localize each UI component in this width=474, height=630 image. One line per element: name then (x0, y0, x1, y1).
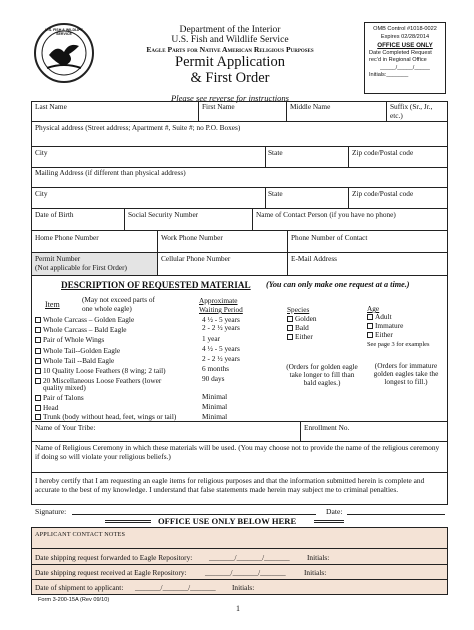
checkbox[interactable] (287, 334, 293, 340)
checkbox[interactable] (35, 395, 41, 401)
date-forwarded-initials[interactable]: Initials: (307, 553, 330, 562)
date-forwarded-label: Date shipping request forwarded to Eagle Repository: (35, 553, 193, 562)
applicant-notes-label[interactable]: APPLICANT CONTACT NOTES (35, 531, 126, 538)
enrollment-field[interactable]: Enrollment No. (304, 423, 350, 432)
form-number: Form 3-200-15A (Rev 09/10) (38, 597, 110, 603)
instructions-note: Please see reverse for instructions (170, 93, 290, 103)
item-wait: 2 - 2 ½ years (202, 323, 240, 332)
date-line[interactable] (347, 514, 445, 515)
mailing-state-field[interactable]: State (268, 189, 283, 198)
item-wait: 4 ½ - 5 years (202, 315, 240, 324)
species-golden-option[interactable]: Golden (287, 315, 316, 323)
checkbox[interactable] (35, 337, 41, 343)
checkbox[interactable] (35, 368, 41, 374)
item-continuation: quality mixed) (43, 383, 86, 392)
office-use-label: OFFICE USE ONLY (377, 42, 433, 49)
checkbox[interactable] (35, 358, 41, 364)
item-wait: Minimal (202, 402, 228, 411)
item-checkbox-row[interactable]: Pair of Whole Wings (35, 336, 104, 344)
page-number: 1 (236, 604, 240, 613)
checkbox[interactable] (367, 323, 373, 329)
date-of-birth-field[interactable]: Date of Birth (35, 210, 74, 219)
date-shipment-initials[interactable]: Initials: (232, 583, 255, 592)
city-field[interactable]: City (35, 148, 48, 157)
species-note: (Orders for golden eagle take longer to fill than bald eagles.) (286, 362, 358, 387)
state-field[interactable]: State (268, 148, 283, 157)
item-wait: 6 months (202, 364, 229, 373)
item-column-label: Item (45, 300, 60, 309)
last-name-field[interactable]: Last Name (35, 102, 67, 111)
date-label: Date: (326, 507, 343, 516)
checkbox[interactable] (35, 327, 41, 333)
checkbox[interactable] (287, 316, 293, 322)
item-checkbox-row[interactable]: Whole Carcass – Golden Eagle (35, 316, 134, 324)
office-use-heading: OFFICE USE ONLY BELOW HERE (158, 516, 297, 526)
mailing-zip-field[interactable]: Zip code/Postal code (352, 189, 414, 198)
page-subtitle: & First Order (190, 70, 270, 86)
item-checkbox-row[interactable]: 10 Quality Loose Feathers (8 wing; 2 tail) (35, 367, 166, 375)
mailing-address-field[interactable]: Mailing Address (if different than physical address) (35, 168, 186, 177)
age-adult-option[interactable]: Adult (367, 313, 392, 321)
checkbox[interactable] (367, 332, 373, 338)
checkbox[interactable] (287, 325, 293, 331)
cell-phone-field[interactable]: Cellular Phone Number (161, 254, 231, 263)
ceremony-field[interactable]: Name of Religious Ceremony in which these materials will be used. (You may choose not to provide the name of the religious ceremony if doing so will violate your religious beliefs.) (35, 443, 440, 461)
age-immature-option[interactable]: Immature (367, 322, 403, 330)
signature-label: Signature: (35, 507, 67, 516)
item-checkbox-row[interactable]: Whole Tail--Golden Eagle (35, 347, 120, 355)
tribe-field[interactable]: Name of Your Tribe: (35, 423, 96, 432)
checkbox[interactable] (35, 378, 41, 384)
physical-address-field[interactable]: Physical address (Street address; Apartment #, Suite #; no P.O. Boxes) (35, 123, 241, 132)
item-wait: 4 ½ - 5 years (202, 344, 240, 353)
permit-number-field[interactable]: Permit Number (35, 254, 81, 263)
item-wait: 2 - 2 ½ years (202, 354, 240, 363)
checkbox[interactable] (35, 348, 41, 354)
initials-field[interactable]: Initials:_______ (369, 71, 409, 78)
material-heading: DESCRIPTION OF REQUESTED MATERIAL (61, 280, 251, 290)
material-heading-note: (You can only make one request at a time.) (266, 280, 410, 289)
item-checkbox-row[interactable]: Head (35, 404, 58, 412)
checkbox[interactable] (35, 317, 41, 323)
checkbox[interactable] (35, 405, 41, 411)
home-phone-field[interactable]: Home Phone Number (35, 233, 99, 242)
date-received-field[interactable]: _______/_______/_______ (205, 568, 286, 577)
signature-line[interactable] (72, 514, 316, 515)
age-examples: See page 3 for examples (367, 341, 430, 348)
work-phone-field[interactable]: Work Phone Number (161, 233, 223, 242)
mailing-city-field[interactable]: City (35, 189, 48, 198)
contact-person-field[interactable]: Name of Contact Person (if you have no phone) (256, 210, 396, 219)
item-note-1: (May not exceed parts of (82, 295, 155, 304)
first-name-field[interactable]: First Name (202, 102, 235, 111)
date-received-initials[interactable]: Initials: (304, 568, 327, 577)
service-title: U.S. Fish and Wildlife Service (171, 34, 289, 45)
item-checkbox-row[interactable]: Whole Tail --Bald Eagle (35, 357, 114, 365)
date-completed-label: Date Completed Request rec’d in Regional Office (369, 50, 432, 63)
checkbox[interactable] (35, 414, 41, 420)
date-received-label: Date shipping request received at Eagle Repository: (35, 568, 187, 577)
item-checkbox-row[interactable]: Pair of Talons (35, 394, 84, 402)
page-title: Permit Application (175, 54, 285, 70)
item-checkbox-row[interactable]: Whole Carcass – Bald Eagle (35, 326, 126, 334)
date-forwarded-field[interactable]: _______/_______/_______ (209, 553, 290, 562)
species-label: Species (287, 305, 310, 314)
date-shipment-field[interactable]: _______/_______/_______ (135, 583, 216, 592)
permit-number-note: (Not applicable for First Order) (35, 263, 127, 272)
item-wait: 1 year (202, 334, 221, 343)
age-label: Age (367, 304, 380, 313)
item-checkbox-row[interactable]: 20 Miscellaneous Loose Feathers (lower (35, 377, 161, 385)
omb-control: OMB Control #1018-0022 (373, 26, 437, 32)
wait-column-label-2: Waiting Period (199, 305, 243, 314)
email-field[interactable]: E-Mail Address (291, 254, 338, 263)
office-use-divider-left (105, 520, 151, 523)
species-bald-option[interactable]: Bald (287, 324, 309, 332)
age-either-option[interactable]: Either (367, 331, 393, 339)
expires-date: Expires 02/28/2014 (380, 34, 430, 40)
suffix-field[interactable]: Suffix (Sr., Jr., etc.) (390, 102, 433, 120)
wait-column-label-1: Approximate (199, 296, 238, 305)
certification-text: I hereby certify that I am requesting an eagle items for religious purposes and that the information submitted herein is complete and accurate to the best of my knowledge. I understand that false statements made herein may subject me to criminal penalties. (35, 476, 425, 494)
item-wait: Minimal (202, 392, 228, 401)
office-use-box (364, 22, 446, 94)
species-either-option[interactable]: Either (287, 333, 313, 341)
date-shipment-label: Date of shipment to applicant: (35, 583, 124, 592)
zip-field[interactable]: Zip code/Postal code (352, 148, 414, 157)
purpose-title: Eagle Parts for Native American Religious Purposes (146, 45, 314, 54)
middle-name-field[interactable]: Middle Name (290, 102, 331, 111)
item-checkbox-row[interactable]: Trunk (body without head, feet, wings or tail) (35, 413, 176, 421)
item-wait: Minimal (202, 412, 228, 421)
item-wait: 90 days (202, 374, 225, 383)
office-use-divider-right (314, 520, 344, 523)
age-note: (Orders for immature golden eagles take the longest to fill.) (373, 361, 439, 386)
date-completed-field[interactable]: _____/_____/_____ (380, 64, 430, 71)
logo-text: U.S. FISH & WILDLIFE SERVICE (45, 28, 83, 36)
contact-phone-field[interactable]: Phone Number of Contact (291, 233, 368, 242)
ssn-field[interactable]: Social Security Number (128, 210, 199, 219)
checkbox[interactable] (367, 314, 373, 320)
item-note-2: one whole eagle) (82, 304, 132, 313)
department-title: Department of the Interior (179, 24, 281, 35)
